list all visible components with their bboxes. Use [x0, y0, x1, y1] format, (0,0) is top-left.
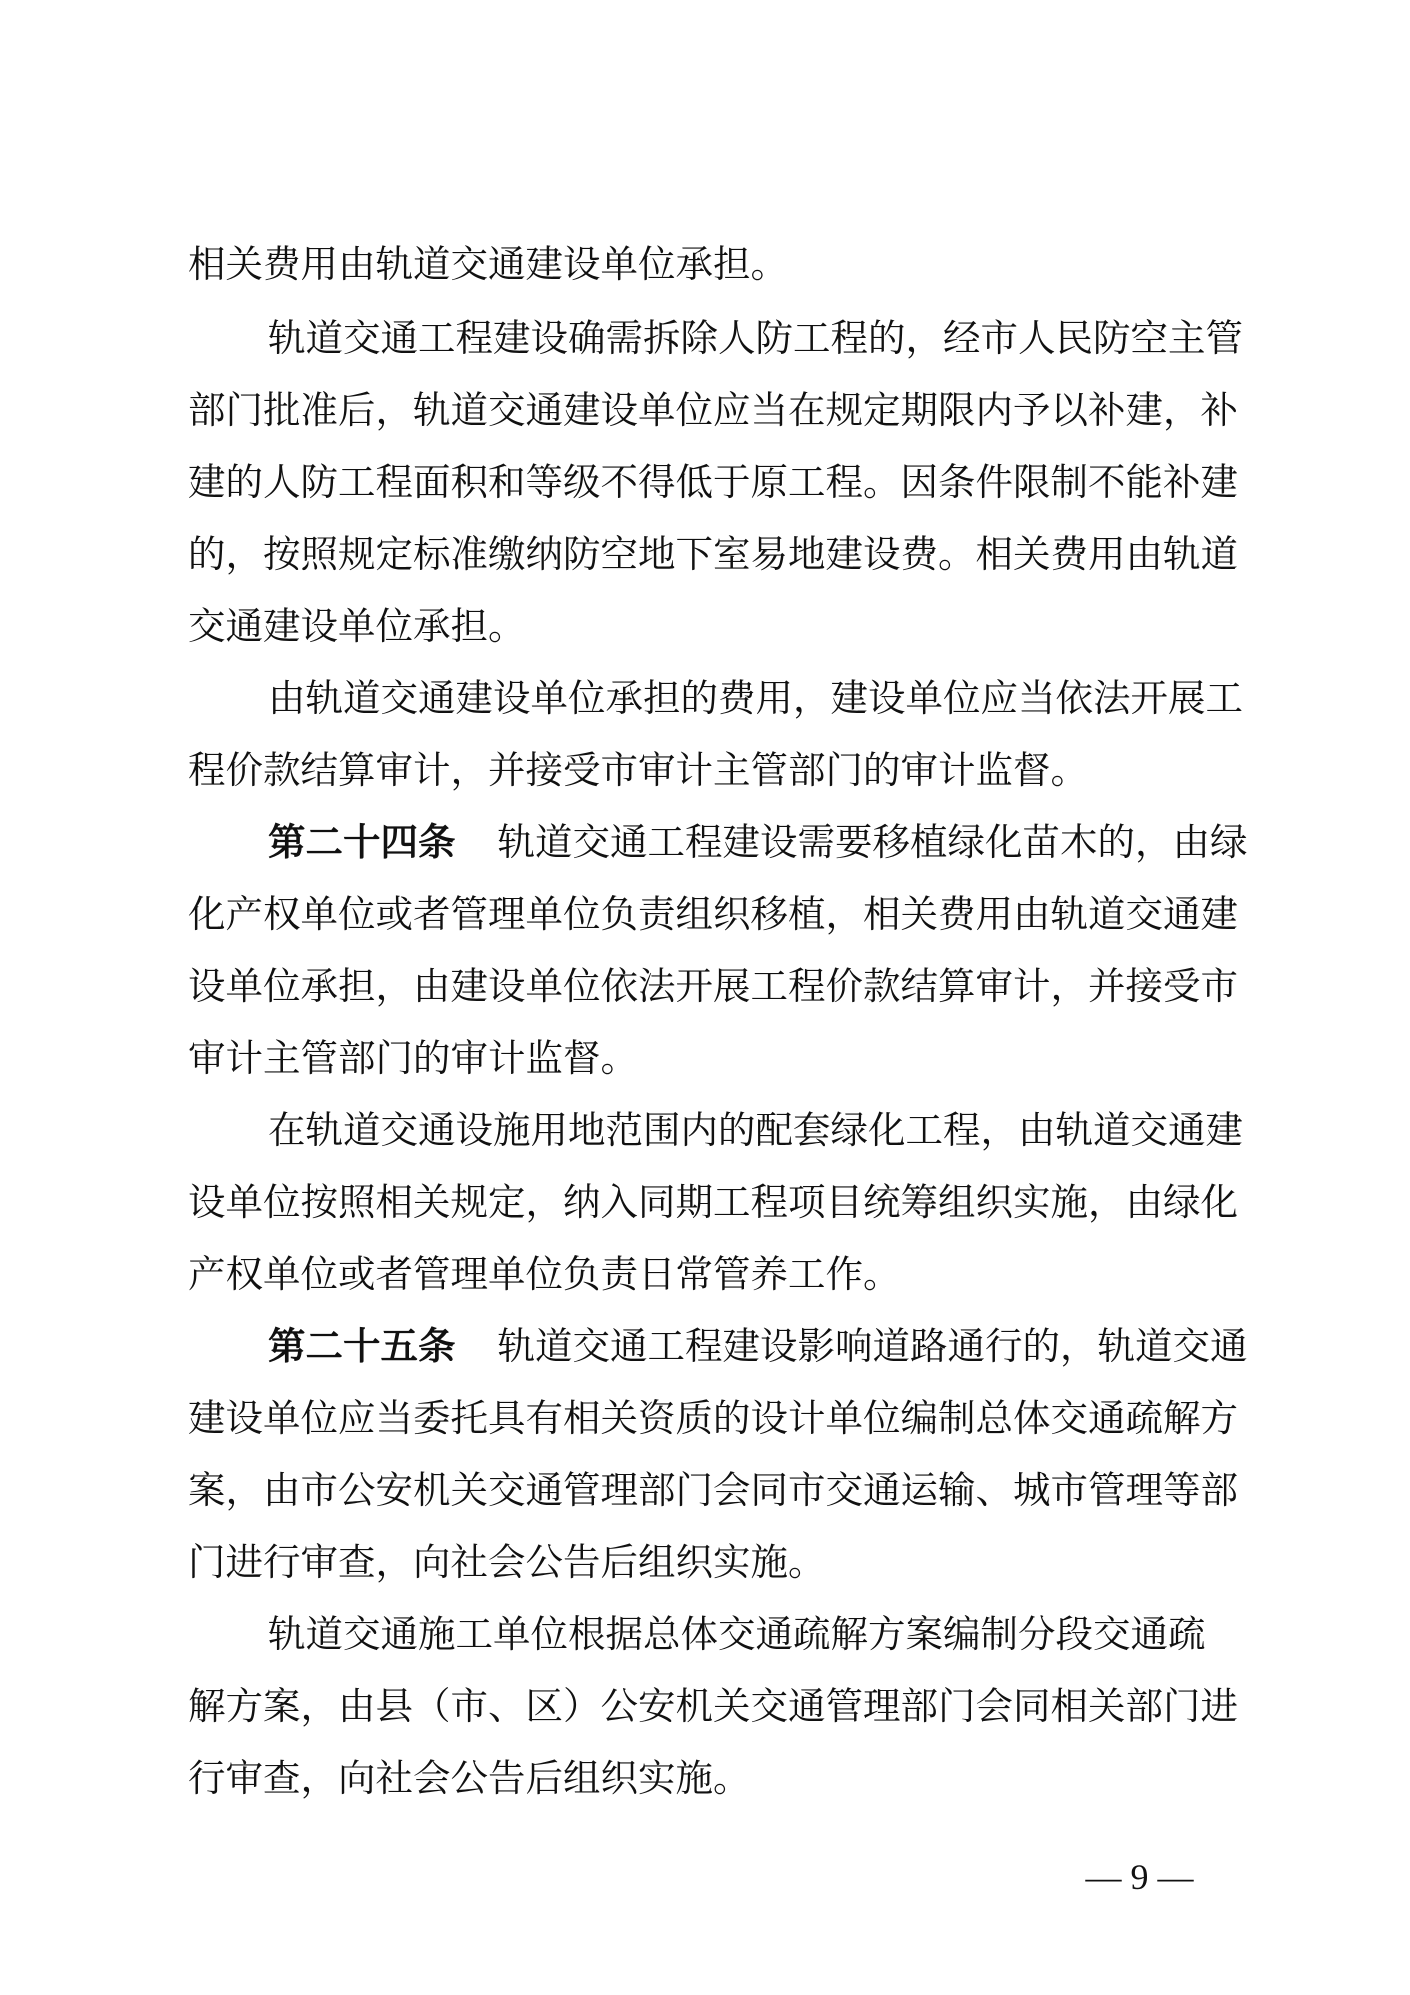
- line-text: 化产权单位或者管理单位负责组织移植，相关费用由轨道交通建: [188, 892, 1238, 936]
- paragraph-first-line: [268, 1605, 1206, 1663]
- line-text: 轨道交通工程建设确需拆除人防工程的，经市人民防空主管: [268, 316, 1243, 360]
- text-line: [188, 1461, 1238, 1519]
- paragraph-first-line: [268, 309, 1243, 367]
- line-text: 门进行审查，向社会公告后组织实施。: [188, 1540, 826, 1584]
- line-text: 程价款结算审计，并接受市审计主管部门的审计监督。: [188, 748, 1088, 792]
- line-text: 部门批准后，轨道交通建设单位应当在规定期限内予以补建，补: [188, 388, 1238, 432]
- paragraph-first-line: [268, 669, 1243, 727]
- article-number: 第二十四条: [268, 820, 456, 864]
- line-text: 轨道交通施工单位根据总体交通疏解方案编制分段交通疏: [268, 1612, 1206, 1656]
- line-text: 在轨道交通设施用地范围内的配套绿化工程，由轨道交通建: [268, 1108, 1243, 1152]
- line-text: 设单位承担，由建设单位依法开展工程价款结算审计，并接受市: [188, 964, 1238, 1008]
- line-text: 的，按照规定标准缴纳防空地下室易地建设费。相关费用由轨道: [188, 532, 1238, 576]
- text-line: [188, 741, 1088, 799]
- text-line: [188, 1677, 1238, 1735]
- line-text: 产权单位或者管理单位负责日常管养工作。: [188, 1252, 901, 1296]
- text-line: [188, 1245, 901, 1303]
- text-line: [188, 235, 788, 293]
- text-line: [188, 597, 526, 655]
- text-line: [188, 1029, 638, 1087]
- line-text: 相关费用由轨道交通建设单位承担。: [188, 242, 788, 286]
- text-line: [188, 885, 1238, 943]
- line-text: 建设单位应当委托具有相关资质的设计单位编制总体交通疏解方: [188, 1396, 1238, 1440]
- page-number: — 9 —: [1085, 1857, 1194, 1897]
- line-text: 解方案，由县（市、区）公安机关交通管理部门会同相关部门进: [188, 1684, 1238, 1728]
- line-text: 由轨道交通建设单位承担的费用，建设单位应当依法开展工: [268, 676, 1243, 720]
- article-number: 第二十五条: [268, 1324, 456, 1368]
- article-line: [268, 1317, 1248, 1375]
- text-line: [188, 1173, 1238, 1231]
- line-text: 建的人防工程面积和等级不得低于原工程。因条件限制不能补建: [188, 460, 1238, 504]
- text-line: [188, 453, 1238, 511]
- text-line: [188, 381, 1238, 439]
- line-text: 设单位按照相关规定，纳入同期工程项目统筹组织实施，由绿化: [188, 1180, 1238, 1224]
- line-text: 案，由市公安机关交通管理部门会同市交通运输、城市管理等部: [188, 1468, 1238, 1512]
- text-line: [188, 957, 1238, 1015]
- line-text: 交通建设单位承担。: [188, 604, 526, 648]
- line-text: 轨道交通工程建设需要移植绿化苗木的，由绿: [497, 820, 1248, 864]
- article-line: [268, 813, 1248, 871]
- text-line: [188, 1533, 826, 1591]
- paragraph-first-line: [268, 1101, 1243, 1159]
- text-line: [188, 1389, 1238, 1447]
- text-line: [188, 525, 1238, 583]
- line-text: 轨道交通工程建设影响道路通行的，轨道交通: [497, 1324, 1248, 1368]
- text-line: [188, 1749, 751, 1807]
- line-text: 行审查，向社会公告后组织实施。: [188, 1756, 751, 1800]
- line-text: 审计主管部门的审计监督。: [188, 1036, 638, 1080]
